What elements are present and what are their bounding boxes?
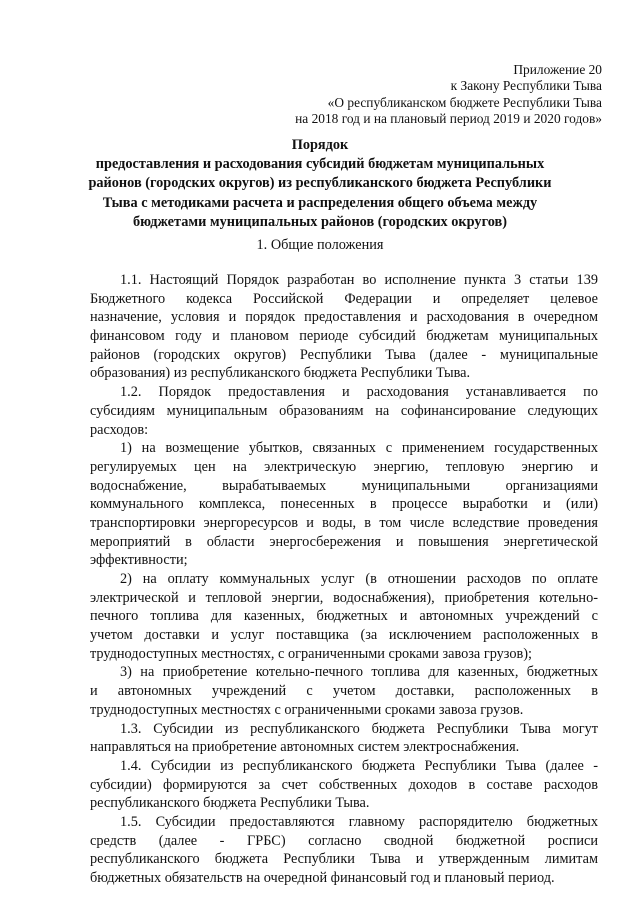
paragraph-line: субсидии) формируются за счет собственных доходов в составе расходов: [90, 776, 598, 793]
paragraph-line: и автономных учреждений с учетом доставки, расположенных в: [90, 683, 598, 700]
paragraph-line: 1.3. Субсидии из республиканского бюджета Республики Тыва могут: [120, 720, 598, 737]
title-line: Тыва с методиками расчета и распределения общего объема между: [102, 194, 538, 211]
paragraph-line: финансовом году и плановом периоде субсидий бюджетам муниципальных: [90, 328, 598, 345]
paragraph-line: 1.5. Субсидии предоставляются главному распорядителю бюджетных: [120, 813, 598, 830]
paragraph-line: коммунального комплекса, понесенных в процессе выработки и (или): [90, 496, 598, 513]
paragraph-line: 2) на оплату коммунальных услуг (в отношении расходов по оплате: [120, 571, 598, 587]
appendix-line: «О республиканском бюджете Республики Тыва: [327, 94, 602, 110]
paragraph-line: эффективности;: [90, 552, 188, 569]
paragraph-line: республиканского бюджета Республики Тыва и утвержденным лимитам: [90, 851, 598, 868]
paragraph-line: 3) на приобретение котельно-печного топлива для казенных, бюджетных: [120, 664, 598, 681]
paragraph: [90, 663, 598, 719]
title-line: бюджетами муниципальных районов (городских округов): [133, 213, 507, 230]
appendix-line: к Закону Республики Тыва: [450, 78, 602, 94]
paragraph-line: труднодоступных местностях, с ограниченными сроками завоза грузов);: [90, 645, 532, 662]
paragraph: [90, 570, 598, 663]
paragraph-line: 1.4. Субсидии из республиканского бюджета Республики Тыва (далее -: [120, 757, 598, 774]
paragraph: [90, 439, 598, 570]
paragraph-line: учетом доставки и услуг поставщика (за исключением расположенных в: [90, 627, 598, 644]
paragraph-line: регулируемых цен на электрическую энергию, тепловую энергию и: [90, 458, 598, 475]
paragraph-line: назначение, условия и порядок предоставления и расходования в очередном: [90, 309, 598, 326]
paragraph-line: водоснабжение, вырабатываемых муниципальными организациями: [90, 477, 598, 494]
paragraph-line: образования) из республиканского бюджета Республики Тыва.: [90, 365, 471, 382]
paragraph-line: 1.2. Порядок предоставления и расходования устанавливается по: [120, 384, 598, 401]
paragraph-line: 1.1. Настоящий Порядок разработан во исполнение пункта 3 статьи 139: [120, 272, 598, 288]
appendix-line: на 2018 год и на плановый период 2019 и 2020 годов»: [295, 110, 602, 126]
paragraph-line: районов (городских округов) Республики Тыва (далее - муниципальные: [90, 346, 598, 363]
paragraph: [90, 757, 598, 813]
paragraph-line: направляться на приобретение автономных систем электроснабжения.: [90, 739, 520, 756]
paragraph-line: средств (далее - ГРБС) согласно сводной бюджетной росписи: [90, 832, 598, 849]
paragraph-line: труднодоступных местностях с ограниченными сроками завоза грузов.: [90, 701, 524, 718]
paragraph-line: мероприятий в области энергосбережения и повышения энергетической: [90, 533, 598, 550]
appendix-line: Приложение 20: [513, 62, 602, 77]
paragraph-line: субсидиям муниципальным образованиям на софинансирование следующих: [90, 402, 598, 419]
paragraph-line: электрической и тепловой энергии, водоснабжения), приобретения котельно-: [90, 589, 598, 606]
paragraph: [90, 271, 598, 383]
title-line: Порядок: [291, 137, 349, 153]
title-line: районов (городских округов) из республиканского бюджета Республики: [88, 175, 552, 192]
paragraph-line: республиканского бюджета Республики Тыва.: [90, 795, 370, 812]
paragraph: [90, 720, 598, 757]
paragraph-line: бюджетных обязательств на очередной финансовый год и плановый период.: [90, 870, 555, 886]
document-body: [90, 271, 598, 888]
appendix-note: [295, 62, 602, 127]
paragraph-line: транспортировки энергоресурсов и воды, в том числе вследствие проведения: [90, 514, 598, 531]
document-title: [70, 136, 570, 232]
title-line: предоставления и расходования субсидий бюджетам муниципальных: [95, 156, 545, 173]
paragraph: [90, 383, 598, 439]
paragraph-line: расходов:: [90, 421, 149, 438]
section-heading: 1. Общие положения: [256, 237, 384, 253]
paragraph: [90, 813, 598, 888]
paragraph-line: печного топлива для казенных, бюджетных и автономных учреждений с: [90, 608, 598, 625]
paragraph-line: Бюджетного кодекса Российской Федерации и определяет целевое: [90, 290, 598, 307]
paragraph-line: 1) на возмещение убытков, связанных с применением государственных: [120, 440, 598, 457]
